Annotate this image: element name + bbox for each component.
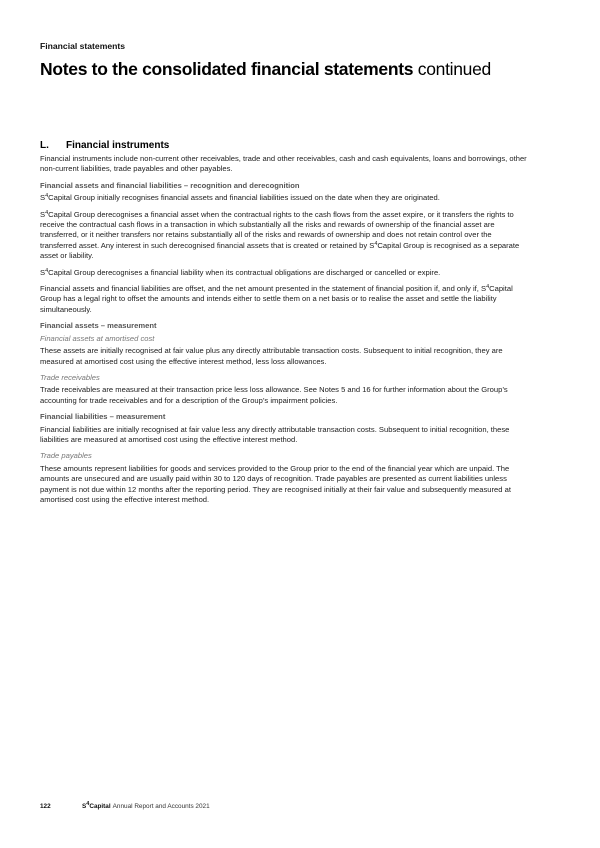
page-title bbox=[40, 59, 491, 80]
brand-s: S bbox=[480, 284, 487, 294]
text: Capital Group is recognised as a separate asset or liability. bbox=[40, 240, 520, 261]
note-number: L. bbox=[40, 140, 49, 151]
page-number: 122 bbox=[40, 803, 51, 810]
trade-payables-subheading: Trade payables bbox=[40, 451, 92, 461]
trade-receivables-paragraph: Trade receivables are measured at their transaction price less loss allowance. See Notes 5 and 16 for further information about the Group’s accounting for trade receivables and for a description of the Group’s impairment policies. bbox=[40, 385, 508, 405]
brand-sup: 4 bbox=[486, 284, 490, 291]
brand-sup: 4 bbox=[374, 240, 378, 247]
recognition-paragraph-3 bbox=[40, 268, 530, 278]
intro-paragraph: Financial instruments include non-current other receivables, trade and other receivables, cash and cash equivalents, loans and borrowings, other non-current liabilities, trade payables and other payables. bbox=[40, 154, 527, 174]
note-heading bbox=[40, 140, 530, 151]
brand-s: S bbox=[369, 240, 375, 250]
brand-s: S bbox=[82, 803, 87, 810]
note-title: Financial instruments bbox=[66, 140, 170, 151]
brand-sup: 4 bbox=[45, 193, 49, 200]
recognition-paragraph-1 bbox=[40, 193, 530, 203]
page-footer bbox=[40, 803, 210, 810]
text: Financial assets and financial liabilities are offset, and the net amount presented in the statement of financial position if, and only if, bbox=[40, 284, 481, 294]
page-title-main: Notes to the consolidated financial statements bbox=[40, 59, 414, 79]
liabilities-measurement-heading: Financial liabilities – measurement bbox=[40, 412, 166, 422]
brand-sup: 4 bbox=[45, 209, 49, 216]
assets-measurement-heading: Financial assets – measurement bbox=[40, 321, 157, 331]
text: Capital Group initially recognises financial assets and financial liabilities issued on the date when they are originated. bbox=[48, 193, 440, 203]
brand-s: S bbox=[40, 209, 46, 219]
report-title: Annual Report and Accounts 2021 bbox=[112, 803, 210, 810]
amortised-cost-subheading: Financial assets at amortised cost bbox=[40, 333, 155, 343]
recognition-heading: Financial assets and financial liabilities – recognition and derecognition bbox=[40, 180, 300, 190]
text: Capital Group derecognises a financial asset when the contractual rights to the cash flows from the asset expire, or it transfers the rights to receive the contractual cash flows in a transaction in which substantially all the risks and rewards of ownership of the financial asset are transferred, or it neither transfers nor retains substantially all of the risks and rewards of ownership and does not retain control over the transferred asset. Any interest in such derecognised financial assets that is created or retained by bbox=[40, 209, 514, 250]
brand-sup: 4 bbox=[86, 801, 90, 807]
text: Capital Group derecognises a financial liability when its contractual obligations are discharged or cancelled or expire. bbox=[48, 267, 441, 277]
amortised-cost-paragraph: These assets are initially recognised at fair value plus any directly attributable transaction costs. Subsequent to initial recognition, they are measured at amortised cost using the effective interest method, less loss allowances. bbox=[40, 346, 503, 366]
recognition-paragraph-2 bbox=[40, 210, 530, 262]
brand-sup: 4 bbox=[45, 267, 49, 274]
page-title-continued: continued bbox=[417, 59, 491, 79]
brand-name: Capital bbox=[89, 803, 111, 810]
note-content bbox=[40, 140, 530, 511]
footer-brand bbox=[82, 803, 111, 810]
text: Capital Group has a legal right to offset the amounts and intends either to settle them on a net basis or to realise the asset and settle the liability simultaneously. bbox=[40, 284, 513, 314]
liabilities-measurement-paragraph: Financial liabilities are initially recognised at fair value less any directly attributable transaction costs. Subsequent to initial recognition, these liabilities are measured at amortised cost using the effective interest method. bbox=[40, 424, 510, 444]
trade-receivables-subheading: Trade receivables bbox=[40, 372, 100, 382]
trade-payables-paragraph: These amounts represent liabilities for goods and services provided to the Group prior to the end of the financial year which are unpaid. The amounts are unsecured and are usually paid within 30 to 120 days of recognition. Trade payables are presented as current liabilities unless payment is not due within 12 months after the reporting period. They are recognised initially at their fair value and subsequently measured at amortised cost using the effective interest method. bbox=[40, 463, 511, 504]
recognition-paragraph-4 bbox=[40, 284, 530, 315]
brand-s: S bbox=[40, 267, 46, 277]
section-label: Financial statements bbox=[40, 41, 126, 51]
brand-s: S bbox=[40, 193, 46, 203]
